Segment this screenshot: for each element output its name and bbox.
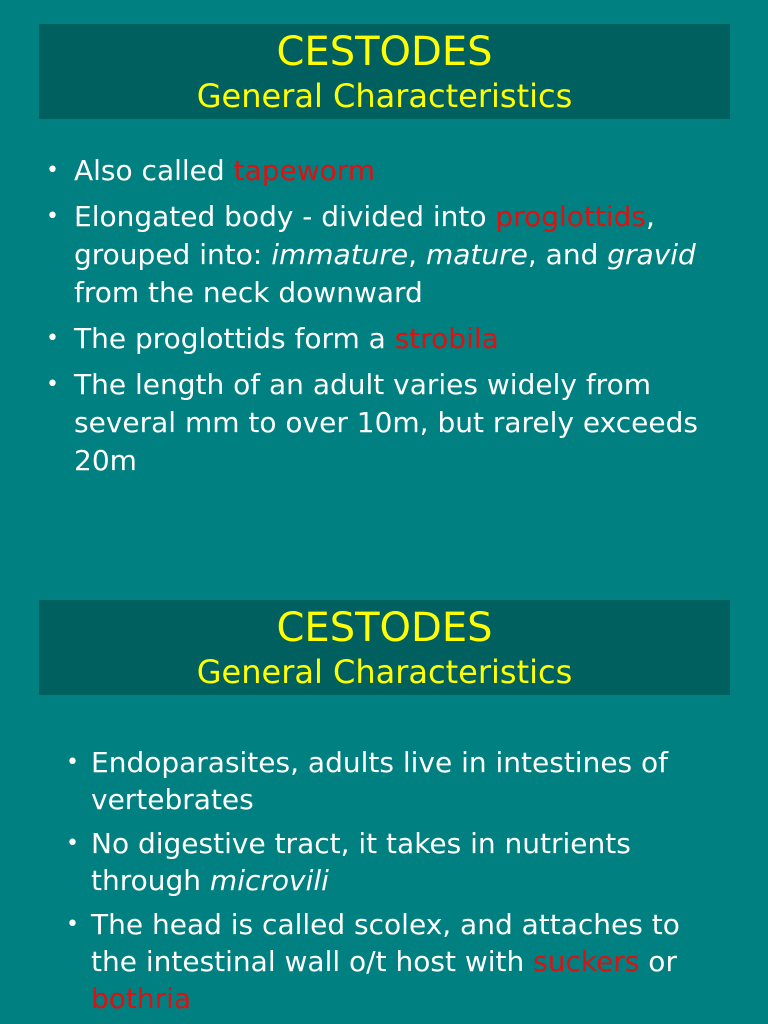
- bullet-text: from the neck downward: [74, 238, 723, 309]
- bullet-text: , grouped into:: [74, 200, 655, 271]
- slide-subtitle: General Characteristics: [196, 77, 573, 115]
- bullet-item: [46, 152, 726, 190]
- italic-term: gravid: [607, 238, 696, 271]
- bullet-text: No digestive tract, it takes in nutrients through: [91, 827, 631, 897]
- highlight-term: proglottids: [495, 200, 647, 233]
- italic-term: microvili: [209, 864, 329, 897]
- bullet-icon: •: [46, 326, 59, 351]
- highlight-term: strobila: [394, 322, 499, 355]
- bullet-icon: •: [46, 158, 59, 183]
- bullet-text: ,: [408, 238, 426, 271]
- bullet-item: [66, 744, 726, 818]
- italic-term: immature: [271, 238, 409, 271]
- slide-title-bar: [39, 24, 730, 119]
- slide-2: [0, 576, 768, 1024]
- bullet-text: Also called: [74, 154, 234, 187]
- bullet-text: or: [639, 945, 677, 978]
- highlight-term: bothria: [91, 982, 192, 1015]
- bullet-item: [46, 198, 726, 312]
- bullet-icon: •: [46, 204, 59, 229]
- bullet-item: [46, 366, 726, 480]
- bullet-icon: •: [46, 372, 59, 397]
- bullet-list: [66, 744, 726, 1024]
- bullet-icon: •: [66, 831, 79, 856]
- bullet-icon: •: [66, 912, 79, 937]
- bullet-item: [46, 320, 726, 358]
- slide-title: CESTODES: [276, 29, 493, 75]
- italic-term: mature: [425, 238, 528, 271]
- slide-title-bar: [39, 600, 730, 695]
- slide-subtitle: General Characteristics: [196, 653, 573, 691]
- bullet-item: [66, 906, 726, 1017]
- bullet-text: Endoparasites, adults live in intestines of vertebrates: [91, 746, 669, 816]
- bullet-list: [46, 152, 726, 488]
- bullet-text: The head is called scolex, and attaches to the intestinal wall o/t host with: [91, 908, 680, 978]
- bullet-text: Elongated body - divided into: [74, 200, 496, 233]
- bullet-item: [66, 825, 726, 899]
- slide-title: CESTODES: [276, 605, 493, 651]
- highlight-term: suckers: [533, 945, 640, 978]
- highlight-term: tapeworm: [233, 154, 376, 187]
- bullet-text: , and: [527, 238, 608, 271]
- bullet-icon: •: [66, 750, 79, 775]
- bullet-text: The length of an adult varies widely from several mm to over 10m, but rarely exceeds 20m: [74, 368, 698, 477]
- bullet-text: The proglottids form a: [74, 322, 395, 355]
